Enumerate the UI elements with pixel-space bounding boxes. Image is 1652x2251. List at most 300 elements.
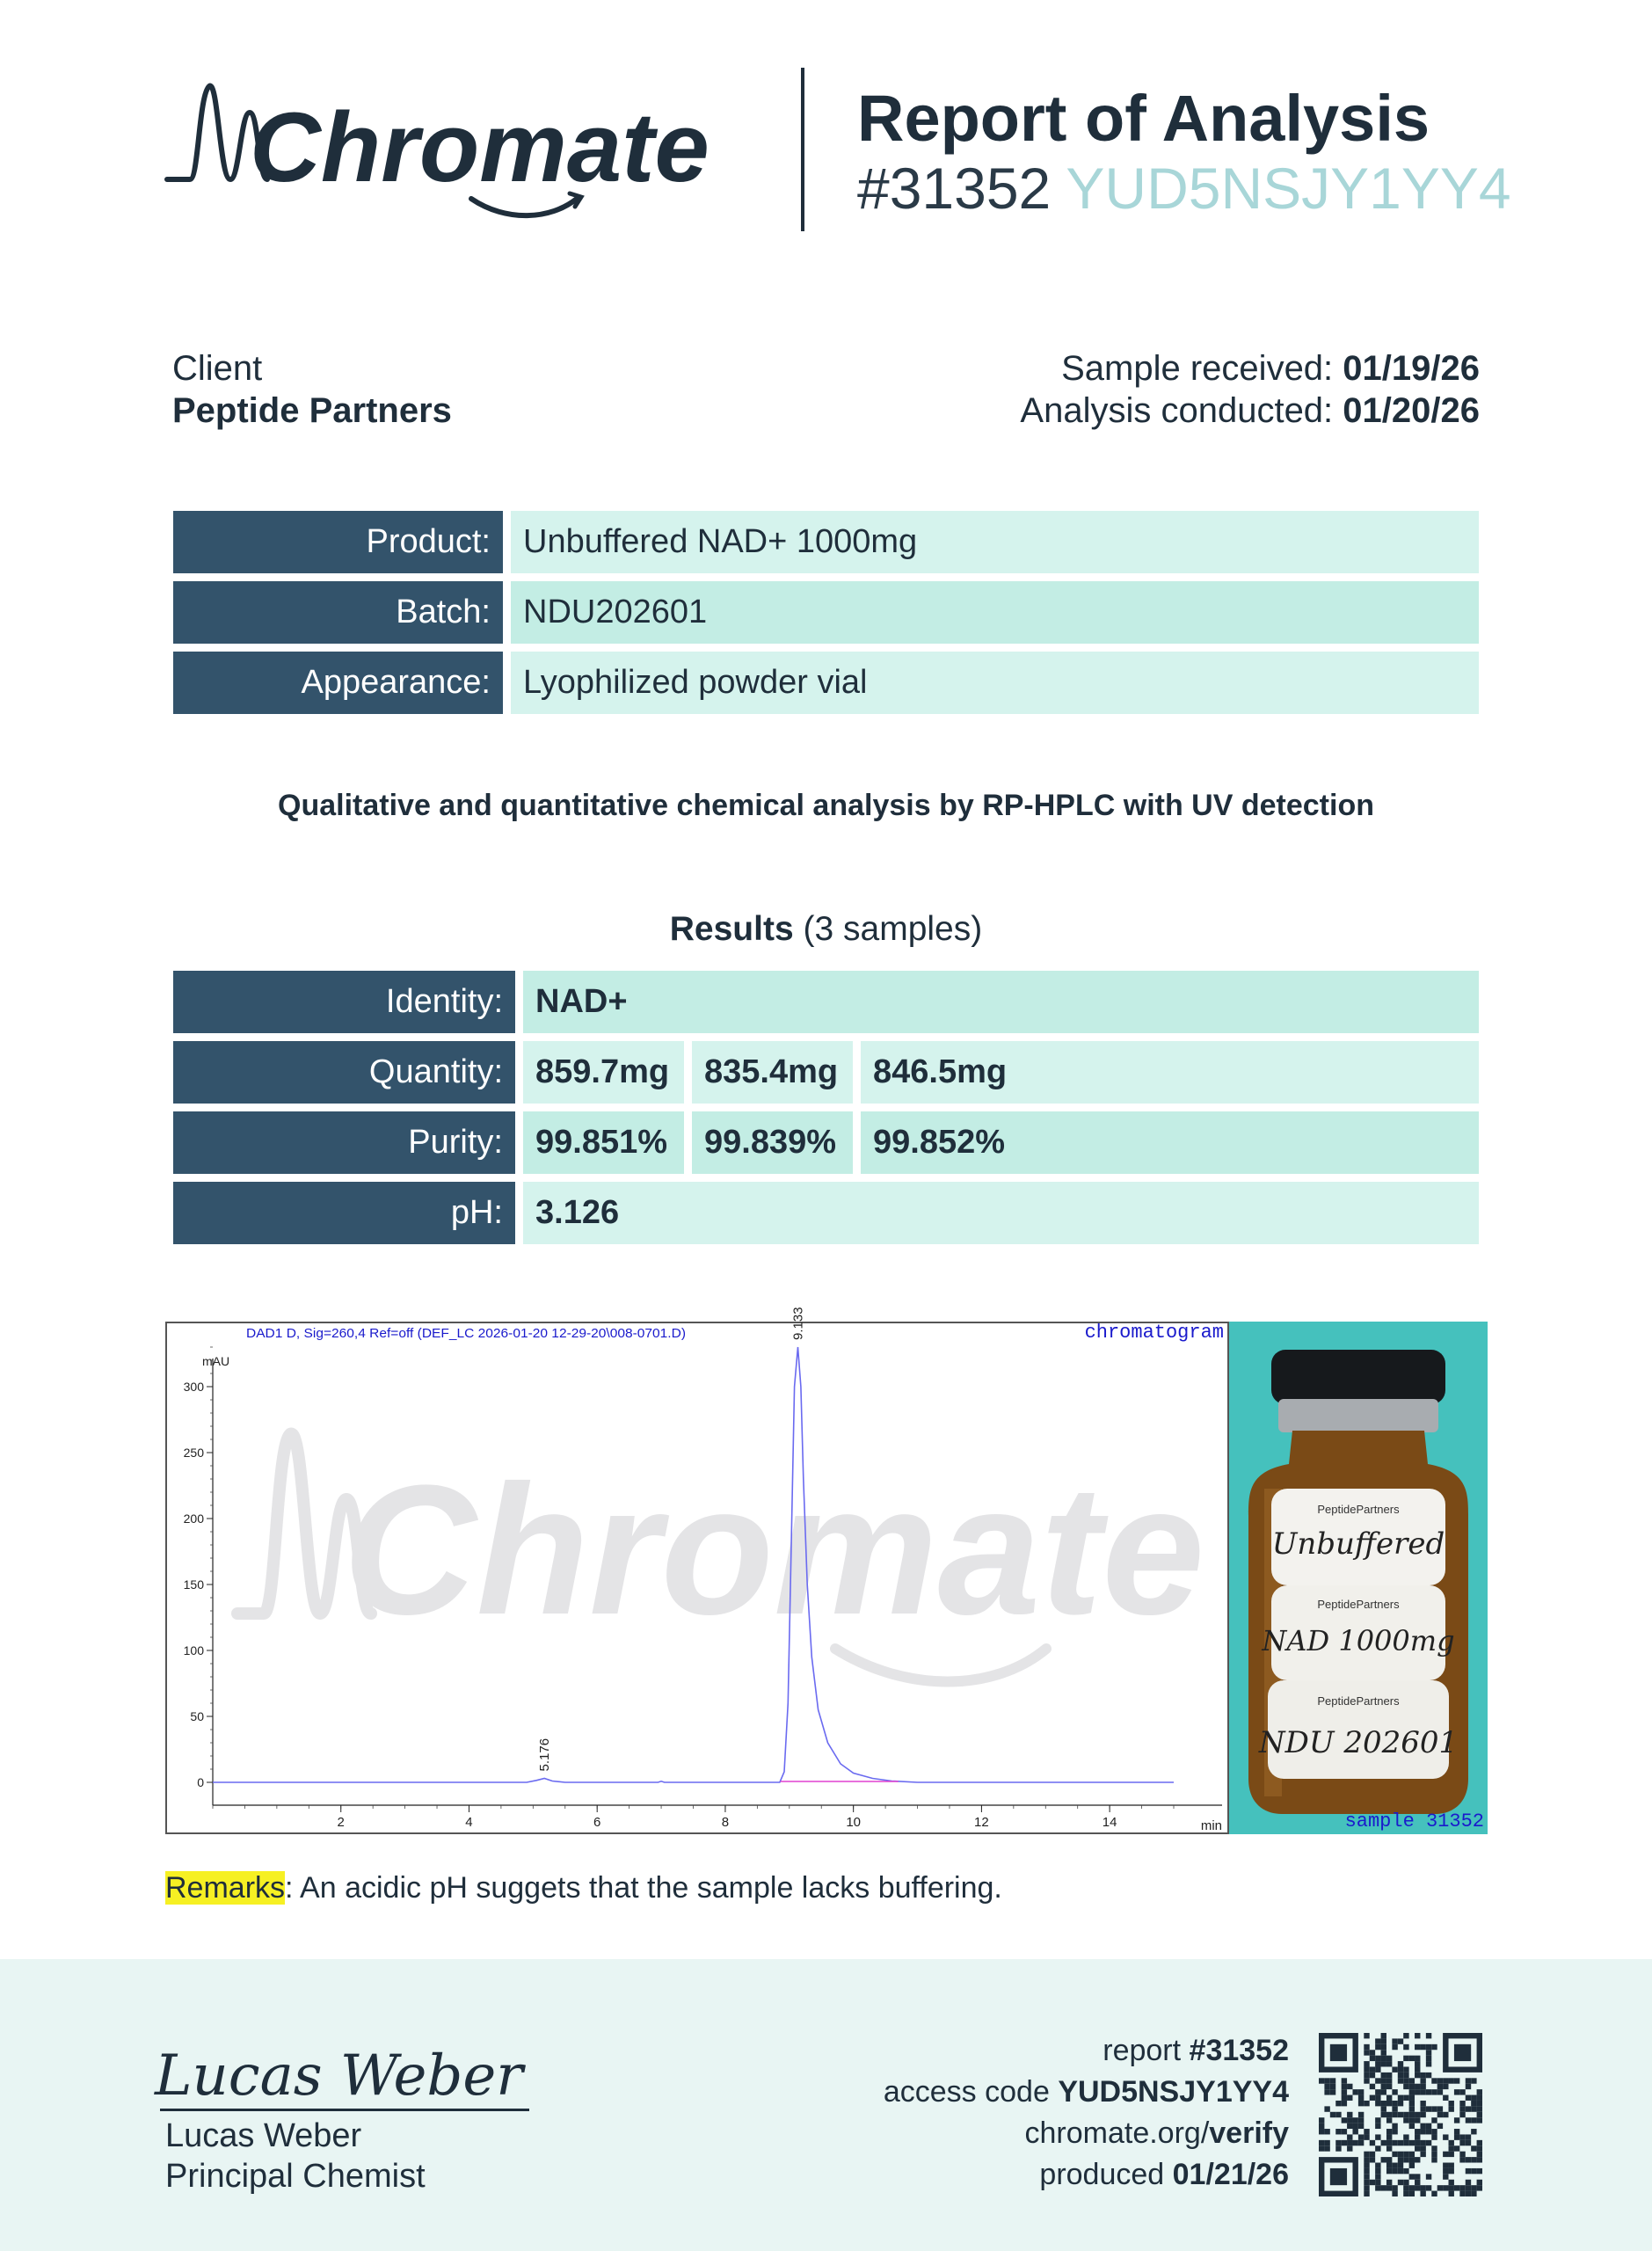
chromatogram-chart bbox=[167, 1307, 1227, 1833]
qr-module bbox=[1370, 2056, 1375, 2061]
x-tick-label: 2 bbox=[337, 1815, 345, 1830]
qr-module bbox=[1426, 2073, 1431, 2078]
qr-module bbox=[1471, 2129, 1476, 2134]
qr-module bbox=[1375, 2117, 1380, 2123]
qr-module bbox=[1386, 2157, 1392, 2162]
qr-module bbox=[1420, 2084, 1425, 2089]
qr-module bbox=[1324, 2084, 1329, 2089]
qr-module bbox=[1466, 2078, 1471, 2083]
qr-module bbox=[1415, 2066, 1420, 2072]
qr-module bbox=[1431, 2145, 1437, 2151]
qr-module bbox=[1443, 2168, 1448, 2174]
qr-module bbox=[1466, 2106, 1471, 2111]
batch-value: NDU202601 bbox=[511, 581, 1479, 644]
qr-module bbox=[1364, 2033, 1369, 2038]
qr-module bbox=[1358, 2095, 1364, 2101]
qr-module bbox=[1370, 2157, 1375, 2162]
qr-module bbox=[1386, 2061, 1392, 2066]
qr-module bbox=[1364, 2152, 1369, 2157]
qr-module bbox=[1398, 2073, 1403, 2078]
qr-module bbox=[1415, 2180, 1420, 2185]
qr-module bbox=[1415, 2073, 1420, 2078]
report-number: #31352 bbox=[857, 156, 1052, 221]
quantity-sample-1: 859.7mg bbox=[523, 1041, 684, 1104]
qr-module bbox=[1381, 2078, 1386, 2083]
signature bbox=[149, 2031, 554, 2119]
qr-module bbox=[1347, 2134, 1352, 2139]
qr-module bbox=[1375, 2101, 1380, 2106]
qr-module bbox=[1477, 2168, 1482, 2174]
qr-module bbox=[1431, 2129, 1437, 2134]
product-label: Product: bbox=[173, 511, 503, 573]
footer-produced bbox=[1039, 2158, 1289, 2192]
qr-module bbox=[1466, 2140, 1471, 2145]
qr-module bbox=[1415, 2084, 1420, 2089]
qr-module bbox=[1431, 2044, 1437, 2050]
qr-module bbox=[1398, 2152, 1403, 2157]
peak-label: 9.133 bbox=[790, 1307, 806, 1340]
qr-module bbox=[1364, 2050, 1369, 2055]
qr-module bbox=[1352, 2129, 1357, 2134]
qr-module bbox=[1477, 2180, 1482, 2185]
qr-module bbox=[1449, 2140, 1454, 2145]
remarks bbox=[165, 1871, 1002, 1905]
identity-value: NAD+ bbox=[523, 971, 1479, 1033]
qr-module bbox=[1375, 2056, 1380, 2061]
qr-module bbox=[1466, 2095, 1471, 2101]
qr-module bbox=[1392, 2191, 1397, 2196]
qr-module bbox=[1466, 2117, 1471, 2123]
qr-module bbox=[1347, 2112, 1352, 2117]
qr-module bbox=[1370, 2084, 1375, 2089]
qr-module bbox=[1392, 2185, 1397, 2190]
qr-module bbox=[1330, 2112, 1335, 2117]
qr-module bbox=[1392, 2124, 1397, 2129]
qr-module bbox=[1375, 2038, 1380, 2043]
qr-module bbox=[1443, 2134, 1448, 2139]
svg-text:Chromate: Chromate bbox=[343, 1446, 1205, 1653]
qr-module bbox=[1409, 2056, 1415, 2061]
qr-module bbox=[1426, 2124, 1431, 2129]
x-tick-label: 8 bbox=[721, 1815, 730, 1830]
product-value: Unbuffered NAD+ 1000mg bbox=[511, 511, 1479, 573]
qr-module bbox=[1420, 2073, 1425, 2078]
qr-module bbox=[1386, 2073, 1392, 2078]
qr-module bbox=[1409, 2191, 1415, 2196]
qr-module bbox=[1471, 2145, 1476, 2151]
qr-module bbox=[1398, 2066, 1403, 2072]
vial-illustration bbox=[1229, 1322, 1488, 1834]
quantity-sample-3: 846.5mg bbox=[861, 1041, 1479, 1104]
qr-module bbox=[1364, 2191, 1369, 2196]
qr-module bbox=[1392, 2106, 1397, 2111]
qr-module bbox=[1477, 2152, 1482, 2157]
qr-module bbox=[1330, 2084, 1335, 2089]
qr-module bbox=[1381, 2044, 1386, 2050]
qr-module bbox=[1409, 2174, 1415, 2179]
qr-code[interactable] bbox=[1319, 2033, 1482, 2196]
qr-module bbox=[1392, 2089, 1397, 2094]
x-tick-label: 12 bbox=[974, 1815, 989, 1830]
qr-module bbox=[1477, 2145, 1482, 2151]
qr-module bbox=[1403, 2078, 1408, 2083]
qr-module bbox=[1477, 2185, 1482, 2190]
qr-module bbox=[1459, 2191, 1465, 2196]
qr-module bbox=[1477, 2106, 1482, 2111]
qr-module bbox=[1471, 2185, 1476, 2190]
received-label: Sample received: bbox=[1061, 349, 1334, 388]
qr-module bbox=[1370, 2073, 1375, 2078]
qr-module bbox=[1471, 2106, 1476, 2111]
qr-module bbox=[1392, 2152, 1397, 2157]
qr-module bbox=[1415, 2044, 1420, 2050]
verify-path[interactable]: verify bbox=[1209, 2116, 1289, 2150]
qr-module bbox=[1342, 2084, 1347, 2089]
qr-module bbox=[1443, 2174, 1448, 2179]
qr-module bbox=[1454, 2134, 1459, 2139]
qr-module bbox=[1392, 2129, 1397, 2134]
qr-module bbox=[1364, 2044, 1369, 2050]
qr-module bbox=[1471, 2101, 1476, 2106]
qr-module bbox=[1381, 2061, 1386, 2066]
qr-module bbox=[1415, 2134, 1420, 2139]
qr-module bbox=[1415, 2145, 1420, 2151]
qr-module bbox=[1381, 2101, 1386, 2106]
chromatogram-label: chromatogram bbox=[1084, 1322, 1224, 1344]
qr-module bbox=[1381, 2038, 1386, 2043]
qr-module bbox=[1392, 2101, 1397, 2106]
qr-module bbox=[1375, 2124, 1380, 2129]
qr-module bbox=[1358, 2140, 1364, 2145]
footer-report-value: #31352 bbox=[1189, 2034, 1289, 2067]
qr-module bbox=[1477, 2101, 1482, 2106]
qr-module bbox=[1375, 2163, 1380, 2168]
qr-module bbox=[1471, 2191, 1476, 2196]
footer-report bbox=[1103, 2034, 1289, 2068]
qr-module bbox=[1381, 2033, 1386, 2038]
qr-module bbox=[1375, 2168, 1380, 2174]
purity-sample-3: 99.852% bbox=[861, 1111, 1479, 1174]
remarks-label: Remarks bbox=[165, 1871, 286, 1905]
qr-module bbox=[1364, 2185, 1369, 2190]
qr-module bbox=[1324, 2145, 1329, 2151]
qr-module bbox=[1352, 2124, 1357, 2129]
qr-module bbox=[1403, 2056, 1408, 2061]
footer-access-value: YUD5NSJY1YY4 bbox=[1058, 2075, 1289, 2109]
qr-module bbox=[1335, 2112, 1341, 2117]
qr-module bbox=[1466, 2191, 1471, 2196]
purity-sample-2: 99.839% bbox=[692, 1111, 853, 1174]
qr-module bbox=[1403, 2191, 1408, 2196]
signer-name: Lucas Weber bbox=[165, 2117, 362, 2154]
qr-module bbox=[1443, 2084, 1448, 2089]
qr-module bbox=[1471, 2078, 1476, 2083]
qr-module bbox=[1358, 2134, 1364, 2139]
qr-module bbox=[1431, 2078, 1437, 2083]
qr-module bbox=[1415, 2140, 1420, 2145]
qr-module bbox=[1459, 2152, 1465, 2157]
qr-module bbox=[1386, 2117, 1392, 2123]
qr-module bbox=[1420, 2185, 1425, 2190]
qr-module bbox=[1358, 2089, 1364, 2094]
qr-module bbox=[1381, 2084, 1386, 2089]
qr-module bbox=[1415, 2157, 1420, 2162]
qr-module bbox=[1370, 2152, 1375, 2157]
qr-module bbox=[1398, 2180, 1403, 2185]
qr-module bbox=[1409, 2152, 1415, 2157]
qr-module bbox=[1426, 2129, 1431, 2134]
qr-module bbox=[1449, 2185, 1454, 2190]
qr-module bbox=[1403, 2112, 1408, 2117]
qr-module bbox=[1398, 2163, 1403, 2168]
qr-module bbox=[1449, 2180, 1454, 2185]
batch-label: Batch: bbox=[173, 581, 503, 644]
qr-module bbox=[1403, 2140, 1408, 2145]
qr-module bbox=[1398, 2140, 1403, 2145]
qr-module bbox=[1415, 2112, 1420, 2117]
qr-module bbox=[1471, 2168, 1476, 2174]
qr-module bbox=[1370, 2066, 1375, 2072]
qr-module bbox=[1386, 2134, 1392, 2139]
qr-module bbox=[1415, 2089, 1420, 2094]
qr-module bbox=[1466, 2185, 1471, 2190]
qr-module bbox=[1443, 2152, 1448, 2157]
qr-module bbox=[1398, 2168, 1403, 2174]
footer-report-label: report bbox=[1103, 2034, 1182, 2067]
qr-module bbox=[1409, 2089, 1415, 2094]
qr-module bbox=[1420, 2101, 1425, 2106]
qr-module bbox=[1347, 2095, 1352, 2101]
qr-finder bbox=[1330, 2168, 1347, 2185]
qr-module bbox=[1466, 2168, 1471, 2174]
sample-received bbox=[1061, 349, 1480, 389]
qr-module bbox=[1431, 2089, 1437, 2094]
qr-module bbox=[1375, 2066, 1380, 2072]
qr-module bbox=[1449, 2191, 1454, 2196]
qr-module bbox=[1364, 2101, 1369, 2106]
qr-module bbox=[1375, 2089, 1380, 2094]
qr-module bbox=[1352, 2140, 1357, 2145]
qr-module bbox=[1403, 2073, 1408, 2078]
qr-module bbox=[1471, 2157, 1476, 2162]
conducted-value: 01/20/26 bbox=[1343, 391, 1480, 430]
qr-module bbox=[1431, 2152, 1437, 2157]
qr-module bbox=[1403, 2185, 1408, 2190]
qr-module bbox=[1319, 2145, 1324, 2151]
qr-module bbox=[1420, 2124, 1425, 2129]
qr-module bbox=[1415, 2033, 1420, 2038]
qr-module bbox=[1352, 2089, 1357, 2094]
qr-module bbox=[1477, 2157, 1482, 2162]
conducted-label: Analysis conducted: bbox=[1020, 391, 1334, 430]
qr-module bbox=[1403, 2168, 1408, 2174]
sample-photo bbox=[1229, 1322, 1488, 1834]
qr-module bbox=[1364, 2078, 1369, 2083]
qr-module bbox=[1319, 2140, 1324, 2145]
qr-module bbox=[1409, 2124, 1415, 2129]
qr-module bbox=[1459, 2089, 1465, 2094]
x-axis-label: min bbox=[1200, 1818, 1222, 1833]
qr-module bbox=[1392, 2168, 1397, 2174]
qr-module bbox=[1403, 2152, 1408, 2157]
qr-module bbox=[1466, 2134, 1471, 2139]
client-name: Peptide Partners bbox=[172, 391, 452, 430]
x-tick-label: 4 bbox=[465, 1815, 473, 1830]
qr-module bbox=[1420, 2106, 1425, 2111]
svg-text:Lucas Weber: Lucas Weber bbox=[155, 2043, 523, 2109]
qr-module bbox=[1426, 2044, 1431, 2050]
qr-module bbox=[1386, 2095, 1392, 2101]
quantity-label: Quantity: bbox=[173, 1041, 515, 1104]
report-title: Report of Analysis bbox=[857, 82, 1430, 155]
qr-module bbox=[1420, 2140, 1425, 2145]
vial-handwritten-line-1: Unbuffered bbox=[1271, 1526, 1445, 1562]
qr-module bbox=[1358, 2117, 1364, 2123]
appearance-label: Appearance: bbox=[173, 652, 503, 714]
qr-module bbox=[1437, 2084, 1443, 2089]
qr-module bbox=[1477, 2117, 1482, 2123]
qr-module bbox=[1459, 2134, 1465, 2139]
qr-module bbox=[1342, 2117, 1347, 2123]
qr-module bbox=[1381, 2157, 1386, 2162]
qr-module bbox=[1415, 2117, 1420, 2123]
qr-module bbox=[1381, 2106, 1386, 2111]
qr-module bbox=[1370, 2095, 1375, 2101]
qr-module bbox=[1437, 2112, 1443, 2117]
qr-module bbox=[1449, 2101, 1454, 2106]
qr-module bbox=[1454, 2129, 1459, 2134]
qr-module bbox=[1342, 2095, 1347, 2101]
qr-module bbox=[1477, 2095, 1482, 2101]
qr-module bbox=[1364, 2180, 1369, 2185]
qr-module bbox=[1403, 2157, 1408, 2162]
qr-module bbox=[1449, 2145, 1454, 2151]
qr-module bbox=[1420, 2112, 1425, 2117]
qr-module bbox=[1375, 2174, 1380, 2179]
qr-module bbox=[1386, 2101, 1392, 2106]
verify-link[interactable] bbox=[1025, 2116, 1290, 2151]
received-value: 01/19/26 bbox=[1343, 349, 1480, 388]
qr-module bbox=[1459, 2140, 1465, 2145]
qr-module bbox=[1431, 2106, 1437, 2111]
purity-label: Purity: bbox=[173, 1111, 515, 1174]
qr-module bbox=[1381, 2112, 1386, 2117]
qr-module bbox=[1358, 2112, 1364, 2117]
qr-module bbox=[1319, 2078, 1324, 2083]
purity-sample-1: 99.851% bbox=[523, 1111, 684, 1174]
chart-title: DAD1 D, Sig=260,4 Ref=off (DEF_LC 2026-01-20 12-29-20\008-0701.D) bbox=[246, 1326, 687, 1341]
qr-module bbox=[1459, 2106, 1465, 2111]
qr-module bbox=[1431, 2191, 1437, 2196]
qr-module bbox=[1370, 2140, 1375, 2145]
x-tick-label: 6 bbox=[593, 1815, 601, 1830]
y-tick-label: 50 bbox=[190, 1709, 204, 1723]
qr-module bbox=[1398, 2095, 1403, 2101]
qr-module bbox=[1386, 2168, 1392, 2174]
qr-module bbox=[1454, 2185, 1459, 2190]
qr-module bbox=[1409, 2101, 1415, 2106]
qr-module bbox=[1426, 2106, 1431, 2111]
qr-module bbox=[1420, 2152, 1425, 2157]
access-code: YUD5NSJY1YY4 bbox=[1066, 156, 1511, 221]
qr-module bbox=[1386, 2112, 1392, 2117]
qr-module bbox=[1364, 2129, 1369, 2134]
qr-module bbox=[1437, 2078, 1443, 2083]
qr-module bbox=[1335, 2101, 1341, 2106]
x-tick-label: 10 bbox=[846, 1815, 862, 1830]
qr-module bbox=[1319, 2124, 1324, 2129]
qr-module bbox=[1415, 2129, 1420, 2134]
svg-text:PeptidePartners: PeptidePartners bbox=[1317, 1598, 1400, 1611]
chromate-watermark bbox=[237, 1434, 1204, 1682]
qr-module bbox=[1319, 2129, 1324, 2134]
chromate-logo bbox=[164, 77, 710, 227]
qr-module bbox=[1443, 2078, 1448, 2083]
qr-module bbox=[1364, 2134, 1369, 2139]
qr-module bbox=[1426, 2050, 1431, 2055]
verify-domain[interactable]: chromate.org/ bbox=[1024, 2116, 1210, 2150]
qr-module bbox=[1364, 2157, 1369, 2162]
ph-value: 3.126 bbox=[523, 1182, 1479, 1244]
qr-module bbox=[1347, 2145, 1352, 2151]
client-label: Client bbox=[172, 349, 263, 388]
qr-module bbox=[1375, 2061, 1380, 2066]
y-tick-label: 250 bbox=[183, 1446, 204, 1460]
qr-module bbox=[1426, 2174, 1431, 2179]
qr-module bbox=[1443, 2185, 1448, 2190]
qr-module bbox=[1471, 2117, 1476, 2123]
analysis-conducted bbox=[1020, 391, 1480, 431]
results-count: (3 samples) bbox=[803, 910, 983, 948]
qr-module bbox=[1466, 2084, 1471, 2089]
qr-module bbox=[1431, 2157, 1437, 2162]
qr-module bbox=[1386, 2185, 1392, 2190]
qr-module bbox=[1443, 2163, 1448, 2168]
qr-module bbox=[1381, 2140, 1386, 2145]
y-tick-label: 200 bbox=[183, 1512, 204, 1526]
qr-module bbox=[1386, 2129, 1392, 2134]
qr-module bbox=[1324, 2140, 1329, 2145]
identity-label: Identity: bbox=[173, 971, 515, 1033]
qr-module bbox=[1466, 2180, 1471, 2185]
qr-module bbox=[1347, 2140, 1352, 2145]
signer-title: Principal Chemist bbox=[165, 2158, 426, 2195]
qr-module bbox=[1449, 2168, 1454, 2174]
qr-module bbox=[1386, 2140, 1392, 2145]
qr-module bbox=[1459, 2112, 1465, 2117]
qr-module bbox=[1449, 2106, 1454, 2111]
qr-module bbox=[1443, 2112, 1448, 2117]
qr-module bbox=[1398, 2101, 1403, 2106]
qr-module bbox=[1415, 2185, 1420, 2190]
peak-label: 5.176 bbox=[537, 1737, 553, 1772]
qr-module bbox=[1375, 2185, 1380, 2190]
results-title: Results bbox=[669, 910, 794, 948]
qr-finder bbox=[1330, 2044, 1347, 2061]
qr-module bbox=[1392, 2038, 1397, 2043]
qr-module bbox=[1426, 2185, 1431, 2190]
qr-module bbox=[1364, 2073, 1369, 2078]
qr-module bbox=[1370, 2180, 1375, 2185]
qr-module bbox=[1386, 2163, 1392, 2168]
qr-module bbox=[1443, 2095, 1448, 2101]
chromatogram-panel bbox=[165, 1307, 1229, 1834]
vial-brand-label: PeptidePartners bbox=[1317, 1503, 1400, 1516]
qr-module bbox=[1381, 2056, 1386, 2061]
qr-module bbox=[1375, 2044, 1380, 2050]
qr-module bbox=[1324, 2078, 1329, 2083]
footer-access-label: access code bbox=[883, 2075, 1050, 2109]
